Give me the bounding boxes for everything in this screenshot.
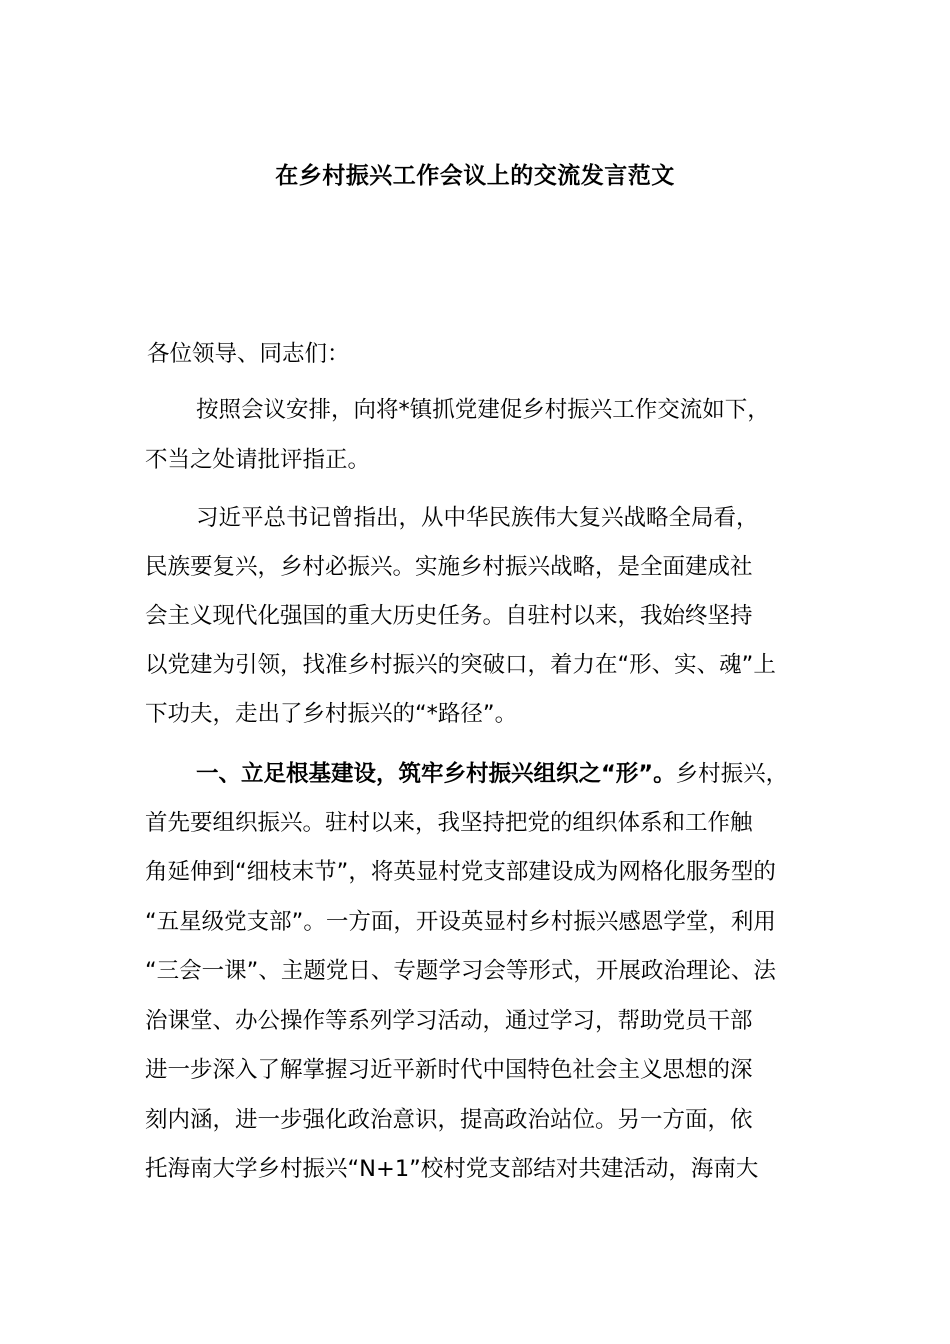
paragraph-line: 不当之处请批评指正。 <box>145 447 371 473</box>
paragraph-line: 进一步深入了解掌握习近平新时代中国特色社会主义思想的深 <box>145 1057 753 1083</box>
paragraph-line: 托海南大学乡村振兴“N+1”校村党支部结对共建活动，海南大 <box>145 1156 759 1182</box>
paragraph-line: 会主义现代化强国的重大历史任务。自驻村以来，我始终坚持 <box>145 603 753 629</box>
paragraph-line: “五星级党支部”。一方面，开设英显村乡村振兴感恩学堂，利用 <box>145 909 776 935</box>
paragraph-line: 习近平总书记曾指出，从中华民族伟大复兴战略全局看， <box>196 505 759 531</box>
section-first-line-rest: 乡村振兴， <box>675 761 789 787</box>
section-first-line <box>196 757 788 791</box>
paragraph-line: 治课堂、办公操作等系列学习活动，通过学习，帮助党员干部 <box>145 1008 753 1034</box>
section-heading: 一、立足根基建设，筑牢乡村振兴组织之“形”。 <box>196 761 676 787</box>
paragraph-line: 角延伸到“细枝末节”，将英显村党支部建设成为网格化服务型的 <box>145 859 776 885</box>
document-title: 在乡村振兴工作会议上的交流发言范文 <box>275 163 675 189</box>
salutation: 各位领导、同志们： <box>147 341 350 367</box>
paragraph-line: 下功夫，走出了乡村振兴的“*路径”。 <box>145 701 518 727</box>
paragraph-line: 按照会议安排，向将*镇抓党建促乡村振兴工作交流如下， <box>196 397 770 423</box>
paragraph-line: 刻内涵，进一步强化政治意识，提高政治站位。另一方面，依 <box>145 1107 753 1133</box>
paragraph-line: “三会一课”、主题党日、专题学习会等形式，开展政治理论、法 <box>145 958 776 984</box>
paragraph-line: 以党建为引领，找准乡村振兴的突破口，着力在“形、实、魂”上 <box>145 652 776 678</box>
paragraph-line: 民族要复兴，乡村必振兴。实施乡村振兴战略，是全面建成社 <box>145 554 753 580</box>
paragraph-line: 首先要组织振兴。驻村以来，我坚持把党的组织体系和工作触 <box>145 810 753 836</box>
